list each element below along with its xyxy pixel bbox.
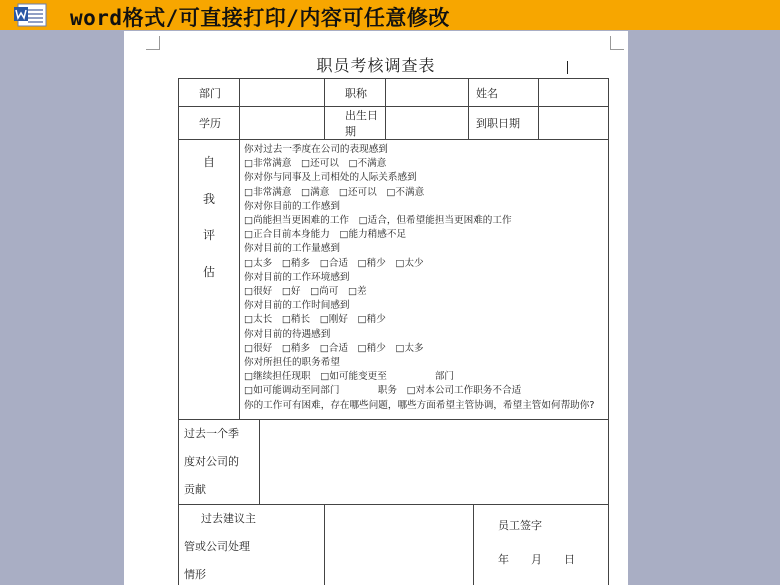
- eval-question: 你的工作可有困难，存在哪些问题，哪些方面希望主管协调，希望主管如何帮助你?: [244, 399, 595, 411]
- join-date-value[interactable]: [539, 107, 609, 140]
- department-value[interactable]: [240, 79, 325, 107]
- eval-question: 你对过去一季度在公司的表现感到: [244, 144, 388, 155]
- self-eval-body: [240, 140, 609, 420]
- eval-options[interactable]: □继续担任现职 □如可能变更至 部门: [244, 371, 455, 383]
- position-value[interactable]: [386, 79, 469, 107]
- signature-label: 员工签字: [498, 519, 542, 532]
- eval-question: 你对你与同事及上司相处的人际关系感到: [244, 172, 417, 184]
- document-title: 职员考核调查表: [316, 56, 436, 75]
- promo-banner: [0, 0, 780, 30]
- eval-options[interactable]: □如可能调动至同部门 职务 □对本公司工作职务不合适: [244, 385, 522, 397]
- self-eval-char: 评: [202, 228, 215, 242]
- banner-text: word格式/可直接打印/内容可任意修改: [70, 6, 450, 30]
- eval-options[interactable]: □太长 □稍长 □刚好 □稍少: [244, 314, 386, 326]
- eval-options[interactable]: □尚能担当更困难的工作 □适合，但希望能担当更困难的工作: [244, 215, 512, 227]
- eval-question: 你对目前的工作时间感到: [244, 300, 350, 312]
- eval-options[interactable]: □正合目前本身能力 □能力稍感不足: [244, 229, 407, 241]
- birth-date-value[interactable]: [386, 107, 469, 140]
- eval-options[interactable]: □非常满意 □满意 □还可以 □不满意: [244, 186, 425, 198]
- eval-question: 你对目前的工作量感到: [244, 243, 340, 255]
- suggestion-label-line: 情形: [184, 568, 206, 581]
- self-eval-char: 自: [202, 155, 215, 169]
- contribution-label-line: 过去一个季: [184, 427, 239, 440]
- evaluation-table: [178, 78, 609, 585]
- suggestion-label-line: 过去建议主: [201, 512, 256, 525]
- signature-area: [474, 505, 609, 585]
- text-cursor: [567, 61, 568, 74]
- contribution-label-line: 度对公司的: [184, 455, 239, 468]
- document-page: [124, 31, 628, 585]
- education-label: 学历: [179, 107, 240, 140]
- word-document-icon: [6, 3, 58, 27]
- eval-question: 你对目前的工作环境感到: [244, 271, 350, 283]
- eval-question: 你对你目前的工作感到: [244, 200, 340, 212]
- position-label: 职称: [325, 79, 386, 107]
- date-label: 年 月 日: [498, 553, 575, 566]
- suggestion-value[interactable]: [325, 505, 474, 585]
- eval-options[interactable]: □非常满意 □还可以 □不满意: [244, 158, 387, 170]
- suggestion-label: [179, 505, 325, 585]
- eval-question: 你对目前的待遇感到: [244, 328, 331, 340]
- crop-mark: [146, 36, 160, 50]
- department-label: 部门: [179, 79, 240, 107]
- birth-date-label: 出生日期: [325, 107, 386, 140]
- education-value[interactable]: [240, 107, 325, 140]
- crop-mark: [610, 36, 624, 50]
- contribution-value[interactable]: [260, 420, 609, 505]
- name-label: 姓名: [469, 79, 539, 107]
- eval-question: 你对所担任的职务希望: [244, 357, 340, 369]
- self-eval-char: 估: [202, 264, 215, 279]
- join-date-label: 到职日期: [469, 107, 539, 140]
- name-value[interactable]: [539, 79, 609, 107]
- contribution-label-line: 贡献: [184, 483, 206, 496]
- contribution-label: [179, 420, 260, 505]
- self-eval-label: [179, 140, 240, 420]
- suggestion-label-line: 管或公司处理: [184, 540, 250, 553]
- eval-options[interactable]: □太多 □稍多 □合适 □稍少 □太少: [244, 257, 424, 269]
- eval-options[interactable]: □很好 □稍多 □合适 □稍少 □太多: [244, 342, 424, 354]
- self-eval-char: 我: [202, 191, 215, 206]
- eval-options[interactable]: □很好 □好 □尚可 □差: [244, 286, 367, 298]
